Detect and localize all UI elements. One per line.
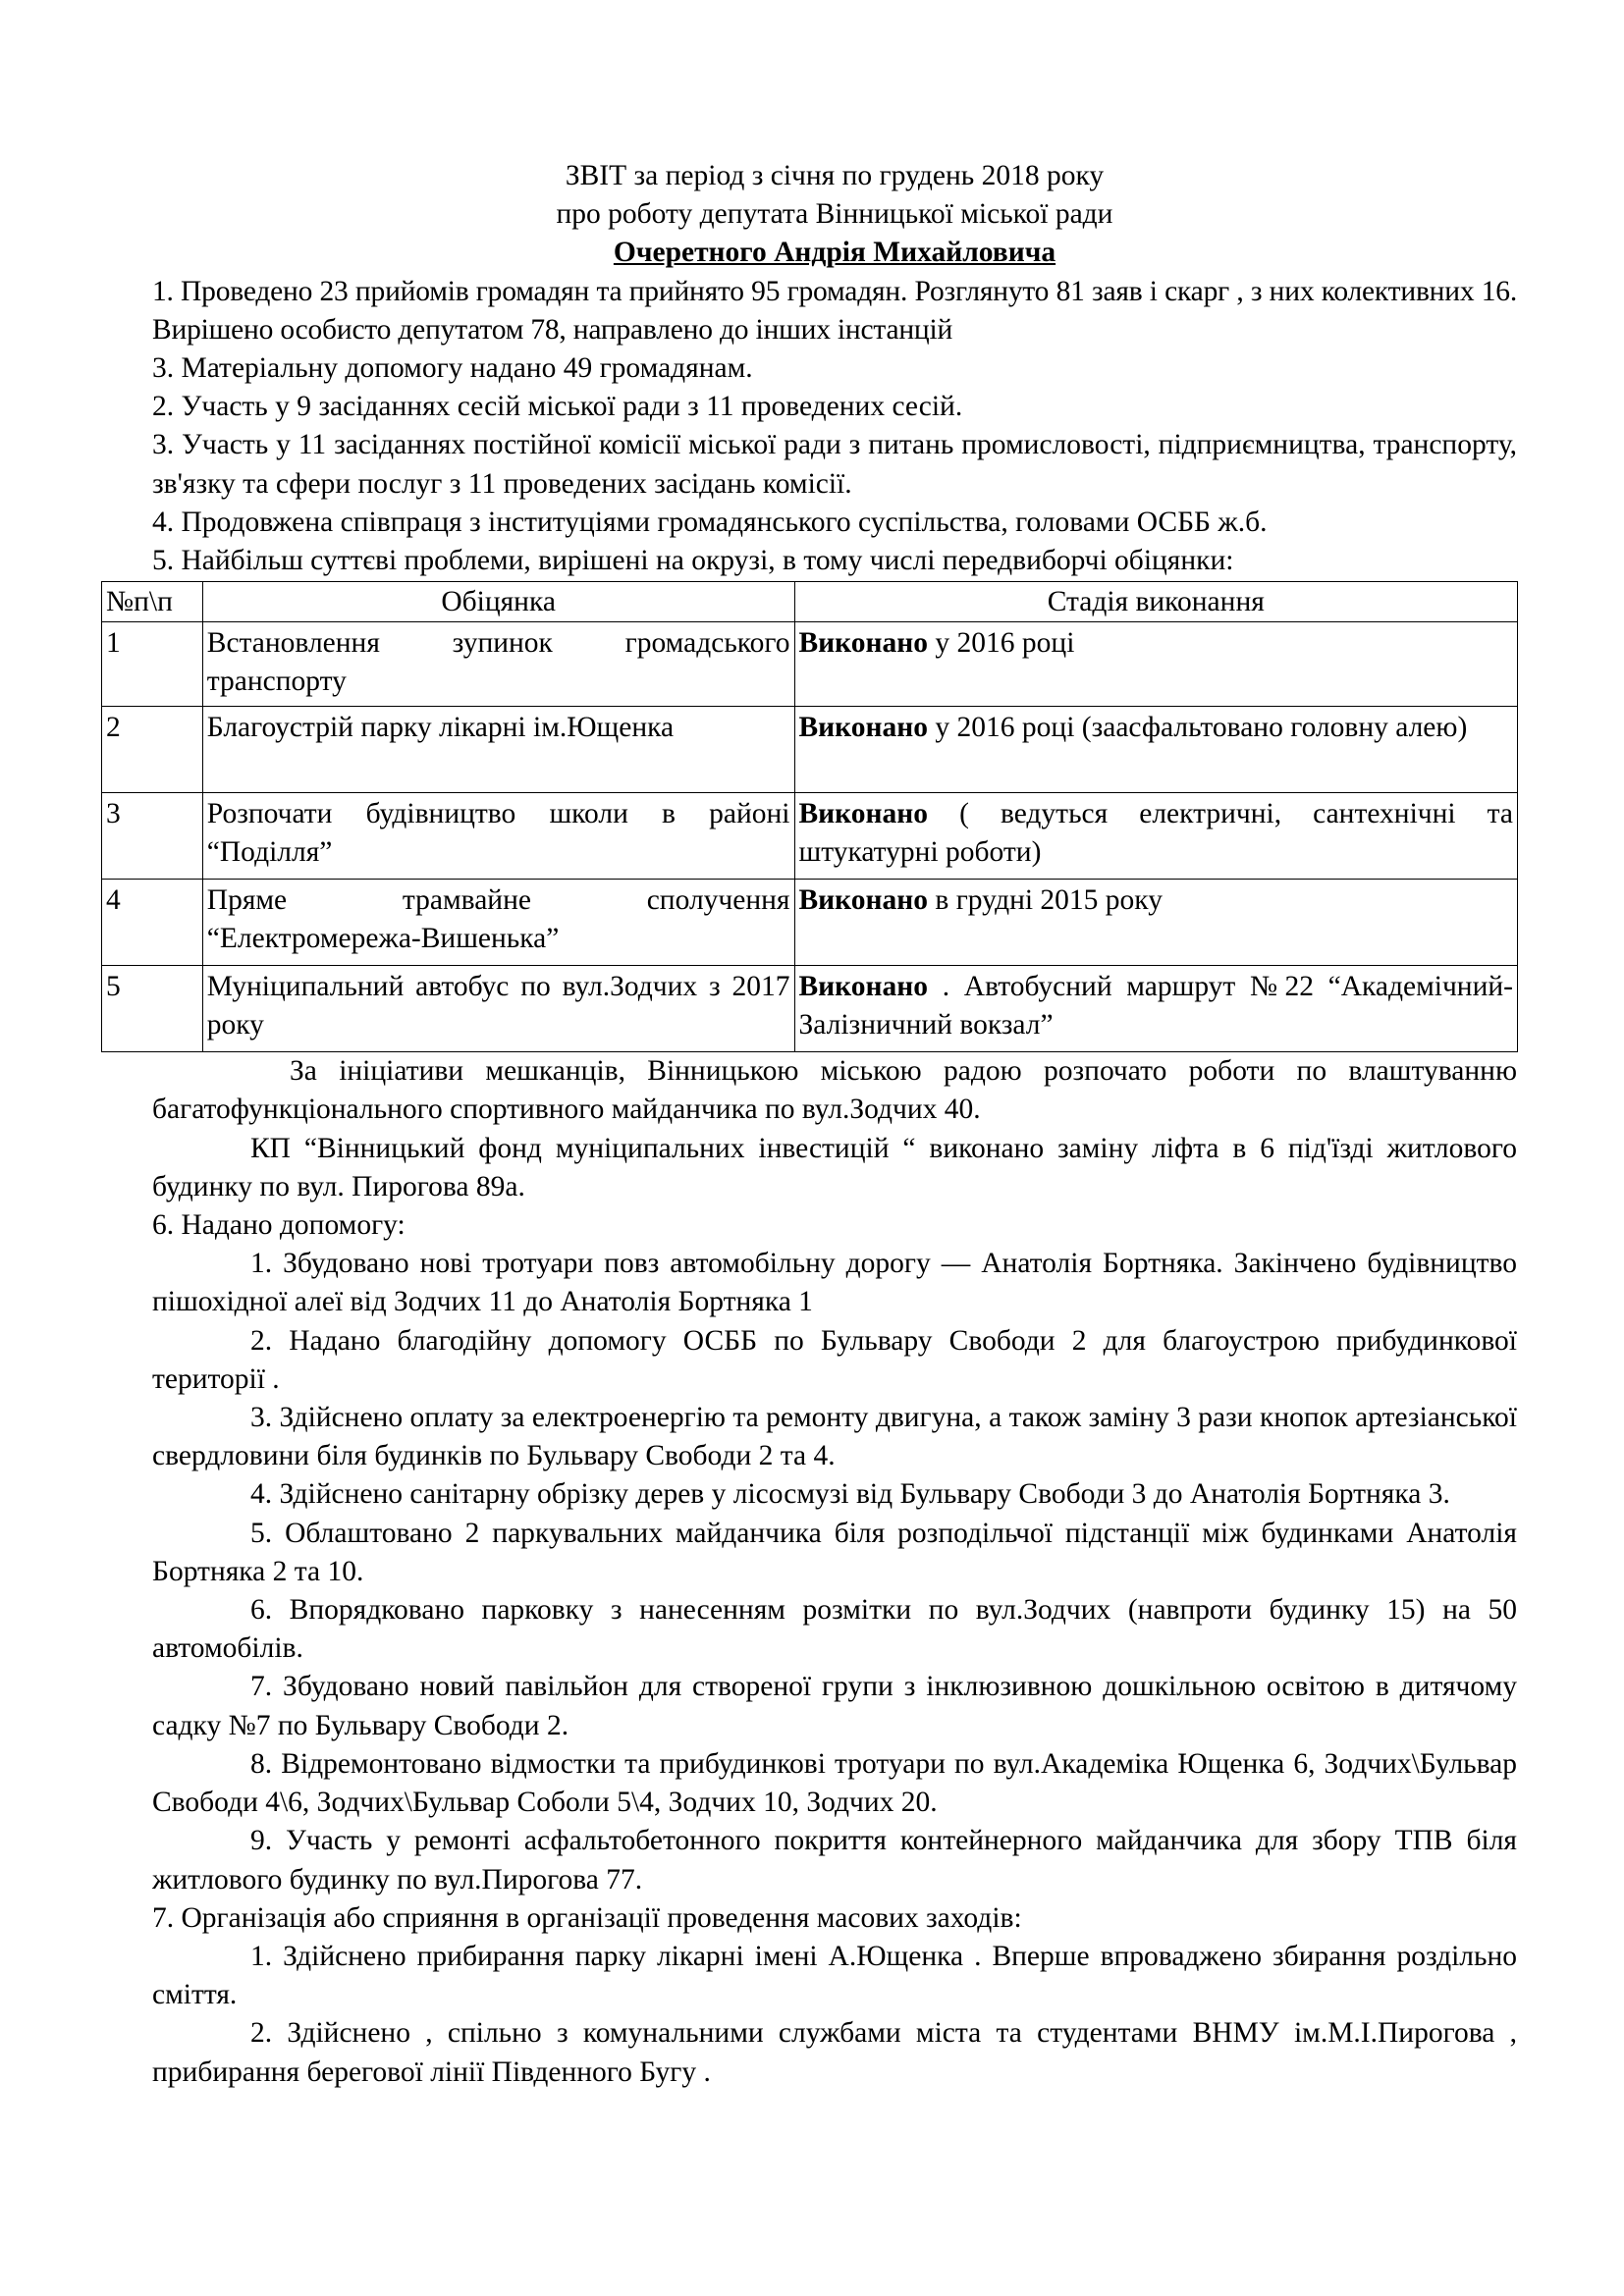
intro-paragraph: 1. Проведено 23 прийомів громадян та прийнято 95 громадян. Розглянуто 81 заяв і скарг , з них колективних 16. Вирішено особисто депутатом 78, направлено до інших інстанцій [152,275,1517,346]
section-6-item: 8. Відремонтовано відмостки та прибудинкові тротуари по вул.Академіка Ющенка 6, Зодчих\Бульвар Свободи 4\6, Зодчих\Бульвар Соболи 5\4, Зодчих 10, Зодчих 20. [152,1747,1517,1819]
table-row [102,622,1518,707]
row-status [794,793,1518,880]
column-header-status: Стадія виконання [794,582,1518,622]
section-7-title: 7. Організація або сприяння в організації проведення масових заходів: [152,1901,1022,1934]
row-status [794,966,1518,1052]
intro-paragraph: 5. Найбільш суттєві проблеми, вирішені на окрузі, в тому числі передвиборчі обіцянки: [152,545,1234,577]
intro-paragraph: 3. Участь у 11 засіданнях постійної комісії міської ради з питань промисловості, підприємництва, транспорту, зв'язку та сфери послуг з 11 проведених засідань комісії. [152,429,1517,500]
status-bold: Виконано [798,712,929,744]
row-number: 2 [102,707,203,793]
table-header-row [102,582,1518,622]
row-number: 1 [102,622,203,707]
document-page [106,157,1517,2092]
initiative-paragraph: За ініціативи мешканців, Вінницькою міською радою розпочато роботи по влаштуванню багатофункціонального спортивного майданчика по вул.Зодчих 40. [152,1055,1517,1126]
section-6-item: 3. Здійснено оплату за електроенергію та ремонту двигуна, а також заміну 3 рази кнопок артезіанської свердловини біля будинків по Бульвару Свободи 2 та 4. [152,1402,1517,1472]
status-bold: Виконано [798,798,929,830]
section-6-item: 5. Облаштовано 2 паркувальних майданчика біля розподільчої підстанції між будинками Анатолія Бортняка 2 та 10. [152,1517,1517,1587]
row-status [794,707,1518,793]
table-row [102,880,1518,966]
intro-paragraph: 2. Участь у 9 засіданнях сесій міської ради з 11 проведених сесій. [152,391,963,423]
intro-paragraph: 3. Матеріальну допомогу надано 49 громадянам. [152,352,753,385]
row-number: 4 [102,880,203,966]
row-status [794,880,1518,966]
intro-paragraph: 4. Продовжена співпраця з інституціями громадянського суспільства, головами ОСББ ж.б. [152,506,1268,538]
status-text: у 2016 році [928,627,1075,660]
status-bold: Виконано [798,627,929,660]
initiative-paragraph: КП “Вінницький фонд муніципальних інвестицій “ виконано заміну ліфта в 6 під'їзді житлового будинку по вул. Пирогова 89а. [152,1132,1517,1202]
report-header [152,157,1517,273]
section-7-item: 2. Здійснено , спільно з комунальними службами міста та студентами ВНМУ ім.М.І.Пирогова , прибирання берегової лінії Південного Бугу . [152,2017,1517,2088]
status-text: . Автобусний маршрут №22 “Академічний-Залізничний вокзал” [798,971,1513,1041]
report-title: ЗВІТ за період з січня по грудень 2018 року [565,160,1105,191]
deputy-name: Очеретного Андрія Михайловича [613,237,1056,269]
column-header-promise: Обіцянка [202,582,794,622]
section-6-item: 1. Збудовано нові тротуари повз автомобільну дорогу — Анатолія Бортняка. Закінчено будівництво пішохідної алеї від Зодчих 11 до Анатолія Бортняка 1 [152,1248,1517,1318]
section-6-item: 4. Здійснено санітарну обрізку дерев у лісосмузі від Бульвару Свободи 3 до Анатолія Бортняка 3. [250,1478,1450,1511]
row-promise: Благоустрій парку лікарні ім.Ющенка [202,707,794,793]
column-header-number: №п\п [102,582,203,622]
section-6-item: 2. Надано благодійну допомогу ОСББ по Бульвару Свободи 2 для благоустрою прибудинкової території . [152,1324,1517,1395]
status-bold: Виконано [798,971,929,1003]
table-row [102,966,1518,1052]
status-text: ( ведуться електричні, сантехнічні та штукатурні роботи) [798,798,1513,869]
row-status [794,622,1518,707]
row-promise: Муніципальний автобус по вул.Зодчих з 2017 року [202,966,794,1052]
promises-table [101,581,1518,1052]
section-7-item: 1. Здійснено прибирання парку лікарні імені А.Ющенка . Вперше впроваджено збирання роздільно сміття. [152,1940,1517,2011]
row-promise: Пряме трамвайне сполучення “Електромережа-Вишенька” [202,880,794,966]
row-promise: Розпочати будівництво школи в районі “Поділля” [202,793,794,880]
row-number: 3 [102,793,203,880]
table-row [102,793,1518,880]
status-text: у 2016 році (заасфальтовано головну алею) [928,712,1468,744]
row-promise: Встановлення зупинок громадського транспорту [202,622,794,707]
report-subtitle: про роботу депутата Вінницької міської ради [556,198,1113,231]
row-number: 5 [102,966,203,1052]
status-bold: Виконано [798,884,929,917]
table-row [102,707,1518,793]
section-6-item: 6. Впорядковано парковку з нанесенням розмітки по вул.Зодчих (навпроти будинку 15) на 50 автомобілів. [152,1594,1517,1665]
status-text: в грудні 2015 року [928,884,1163,917]
section-6-title: 6. Надано допомогу: [152,1209,406,1242]
section-6-item: 7. Збудовано новий павільйон для створеної групи з інклюзивною дошкільною освітою в дитячому садку №7 по Бульвару Свободи 2. [152,1671,1517,1741]
section-6-item: 9. Участь у ремонті асфальтобетонного покриття контейнерного майданчика для збору ТПВ біля житлового будинку по вул.Пирогова 77. [152,1825,1517,1896]
